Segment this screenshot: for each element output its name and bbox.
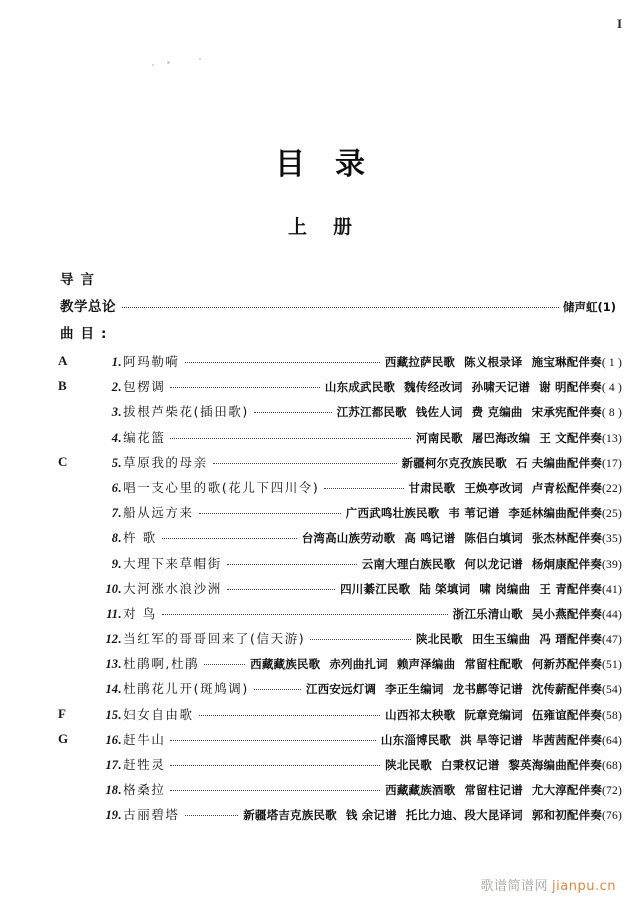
entry-credit-segment: 山东淄博民歌 bbox=[380, 732, 452, 747]
entry-credit-segment: 杨炯康配伴奏 bbox=[531, 556, 603, 571]
entry-page-number: ( 4 ) bbox=[601, 382, 622, 395]
dot-leader bbox=[122, 307, 559, 308]
entry-credit-segment: 伍雍谊配伴奏 bbox=[531, 707, 603, 722]
entry-number-dot: . bbox=[118, 682, 122, 697]
dot-leader bbox=[170, 765, 380, 766]
entry-number-dot: . bbox=[118, 556, 122, 571]
entry-number-dot: . bbox=[118, 455, 122, 470]
entry-title: 唱一支心里的歌(花儿下四川令) bbox=[123, 479, 320, 495]
entry-title: 妇女自由歌 bbox=[123, 706, 194, 722]
entry-title: 编花篮 bbox=[123, 429, 166, 445]
entry-credit-segment: 王 青配伴奏 bbox=[539, 581, 603, 596]
entry-title: 赶牛山 bbox=[123, 731, 166, 747]
entry-credit-segment: 江苏江都民歌 bbox=[336, 405, 407, 420]
entry-credit-segment: 沈传薪配伴奏 bbox=[531, 682, 603, 697]
entry-credit-segment: 钱 余记谱 bbox=[345, 808, 397, 823]
essay-title: 教学总论 bbox=[60, 299, 116, 315]
entry-title: 船从远方来 bbox=[123, 505, 194, 521]
entry-credit-segment: 啸 岗编曲 bbox=[479, 581, 531, 596]
entry-title: 古丽碧塔 bbox=[123, 807, 180, 823]
entry-title: 当红军的哥哥回来了(信天游) bbox=[123, 631, 306, 647]
entry-number: 4 bbox=[111, 430, 118, 445]
entry-page-number: (41) bbox=[602, 583, 622, 596]
entry-page-number: ( 8 ) bbox=[601, 407, 622, 420]
watermark-cn-text: 歌谱简谱网 bbox=[480, 879, 549, 894]
toc-entry[interactable] bbox=[0, 478, 640, 503]
entry-title: 对 鸟 bbox=[123, 605, 157, 621]
toc-entry[interactable] bbox=[0, 352, 640, 377]
entry-number-dot: . bbox=[118, 506, 122, 521]
entry-credit-segment: 甘肃民歌 bbox=[408, 480, 456, 495]
entry-credit-segment: 韦 苇记谱 bbox=[448, 506, 500, 521]
toc-entry-list bbox=[0, 352, 640, 831]
entry-letter-index: G bbox=[58, 730, 69, 746]
toc-entry[interactable] bbox=[0, 629, 640, 654]
entry-credit-segment: 台湾高山族劳动歌 bbox=[301, 531, 396, 546]
entry-number: 11 bbox=[106, 606, 118, 621]
folio-mark: I bbox=[616, 16, 622, 31]
entry-number-dot: . bbox=[118, 531, 122, 546]
watermark-url-text: jianpu.cn bbox=[552, 879, 616, 894]
entry-credit-segment: 何以龙记谱 bbox=[464, 556, 523, 571]
entry-credits bbox=[337, 404, 622, 420]
entry-credit-segment: 新疆塔吉克族民歌 bbox=[243, 808, 337, 823]
entry-credit-segment: 山西祁太秧歌 bbox=[385, 707, 456, 722]
entry-credit-segment: 山东成武民歌 bbox=[324, 380, 396, 395]
entry-page-number: (68) bbox=[602, 760, 622, 772]
dot-leader bbox=[185, 362, 380, 363]
entry-letter-index: F bbox=[58, 705, 66, 721]
entry-credit-segment: 黎英海编曲配伴奏 bbox=[508, 758, 603, 772]
entry-page-number: ( 1 ) bbox=[601, 357, 622, 369]
dot-leader bbox=[310, 639, 411, 640]
entry-number: 9 bbox=[111, 556, 118, 571]
entry-title: 格桑拉 bbox=[123, 782, 166, 798]
entry-number-dot: . bbox=[118, 355, 122, 369]
entry-number: 2 bbox=[111, 380, 118, 395]
entry-number: 14 bbox=[105, 682, 118, 697]
entry-credits bbox=[302, 530, 622, 546]
entry-number: 3 bbox=[111, 405, 118, 420]
dot-leader bbox=[227, 589, 335, 590]
dot-leader bbox=[324, 488, 403, 489]
dot-leader bbox=[162, 614, 448, 615]
toc-entry[interactable] bbox=[0, 402, 640, 427]
toc-entry[interactable] bbox=[0, 705, 640, 730]
entry-page-number: (72) bbox=[602, 785, 622, 798]
entry-number: 12 bbox=[105, 632, 118, 647]
entry-credit-segment: 王焕亭改词 bbox=[464, 480, 523, 495]
entry-credit-segment: 谢 明配伴奏 bbox=[539, 380, 602, 395]
entry-credit-segment: 四川綦江民歌 bbox=[340, 581, 411, 596]
entry-number-dot: . bbox=[118, 405, 122, 420]
entry-credit-segment: 陈义根录译 bbox=[464, 355, 523, 369]
toc-entry[interactable] bbox=[0, 503, 640, 528]
entry-credit-segment: 常留柱配歌 bbox=[464, 657, 523, 672]
toc-entry[interactable] bbox=[0, 780, 640, 805]
entry-credits bbox=[250, 656, 622, 672]
entry-credit-segment: 尤大淳配伴奏 bbox=[531, 783, 603, 798]
entry-credit-segment: 孙啸天记谱 bbox=[471, 380, 531, 395]
toc-entry[interactable] bbox=[0, 654, 640, 679]
section-label-catalog: 曲目: bbox=[60, 326, 114, 342]
entry-number: 15 bbox=[105, 707, 118, 722]
entry-credits bbox=[306, 681, 622, 697]
entry-credit-segment: 阮章竞编词 bbox=[464, 707, 523, 722]
entry-title: 杜鹃花儿开(斑鸠调) bbox=[123, 681, 249, 697]
entry-credit-segment: 何新苏配伴奏 bbox=[531, 657, 603, 672]
entry-credits bbox=[402, 455, 622, 471]
entry-page-number: (51) bbox=[602, 659, 622, 672]
scan-speck bbox=[167, 61, 170, 64]
entry-number-dot: . bbox=[118, 632, 122, 647]
entry-credit-segment: 西藏藏族民歌 bbox=[250, 657, 321, 672]
entry-credits bbox=[416, 430, 622, 446]
entry-number-dot: . bbox=[118, 430, 122, 445]
entry-number: 6 bbox=[111, 480, 118, 495]
entry-page-number: (54) bbox=[602, 684, 622, 697]
essay-author-page: 储声虹(1) bbox=[562, 300, 616, 314]
entry-credit-segment: 屠巴海改编 bbox=[471, 430, 531, 445]
toc-entry[interactable] bbox=[0, 679, 640, 704]
scan-speck bbox=[152, 64, 154, 66]
entry-credits bbox=[381, 732, 622, 748]
entry-page-number: (22) bbox=[602, 482, 622, 495]
entry-credit-segment: 西藏拉萨民歌 bbox=[384, 355, 456, 369]
entry-credit-segment: 云南大理白族民歌 bbox=[361, 556, 456, 571]
entry-letter-index: C bbox=[58, 453, 68, 469]
entry-number-dot: . bbox=[118, 707, 122, 722]
entry-credit-segment: 龙书鄜等记谱 bbox=[452, 682, 523, 697]
entry-credit-segment: 广西武鸣壮族民歌 bbox=[345, 506, 440, 521]
entry-credit-segment: 施宝琳配伴奏 bbox=[531, 355, 602, 369]
entry-number: 5 bbox=[111, 455, 118, 470]
entry-credit-segment: 郭和初配伴奏 bbox=[531, 808, 603, 823]
entry-credit-segment: 西藏藏族酒歌 bbox=[385, 783, 456, 798]
entry-number-dot: . bbox=[118, 808, 122, 823]
toc-entry[interactable] bbox=[0, 730, 640, 755]
entry-number-dot: . bbox=[118, 657, 122, 672]
entry-number: 10 bbox=[105, 581, 118, 596]
dot-leader bbox=[199, 715, 380, 716]
entry-credits bbox=[346, 505, 622, 521]
entry-title: 赶牲灵 bbox=[123, 757, 166, 772]
entry-credit-segment: 赤列曲扎词 bbox=[329, 657, 388, 672]
entry-page-number: (17) bbox=[602, 457, 622, 470]
entry-number-dot: . bbox=[118, 783, 122, 798]
entry-number: 13 bbox=[105, 657, 118, 672]
toc-entry[interactable] bbox=[0, 579, 640, 604]
entry-credits bbox=[385, 354, 622, 370]
entry-number-dot: . bbox=[118, 758, 122, 772]
entry-credit-segment: 石 夫编曲配伴奏 bbox=[515, 455, 603, 470]
dot-leader bbox=[204, 664, 245, 665]
entry-credit-segment: 王 文配伴奏 bbox=[539, 430, 603, 445]
entry-number: 8 bbox=[111, 531, 118, 546]
dot-leader bbox=[170, 438, 411, 439]
entry-title: 阿玛勒嗬 bbox=[123, 354, 180, 369]
dot-leader bbox=[213, 463, 397, 464]
entry-credit-segment: 浙江乐清山歌 bbox=[452, 606, 523, 621]
dot-leader bbox=[227, 564, 357, 565]
entry-credit-segment: 河南民歌 bbox=[416, 430, 463, 445]
entry-letter-index: A bbox=[58, 353, 68, 368]
toc-entry[interactable] bbox=[0, 377, 640, 402]
entry-title: 拔根芦柴花(插田歌) bbox=[123, 404, 249, 420]
entry-page-number: (76) bbox=[602, 810, 622, 823]
entry-credit-segment: 陕北民歌 bbox=[416, 632, 463, 647]
dot-leader bbox=[185, 815, 239, 816]
page-title: 目录 bbox=[275, 147, 395, 182]
entry-number-dot: . bbox=[118, 732, 122, 747]
entry-page-number: (39) bbox=[602, 558, 622, 571]
scan-speck bbox=[199, 58, 201, 60]
entry-number-dot: . bbox=[118, 480, 122, 495]
entry-credit-segment: 吴小燕配伴奏 bbox=[531, 606, 603, 621]
section-label-foreword: 导言 bbox=[60, 272, 101, 288]
dot-leader bbox=[254, 412, 332, 413]
entry-page-number: (13) bbox=[602, 432, 622, 445]
entry-credits bbox=[385, 782, 622, 798]
entry-credit-segment: 常留柱记谱 bbox=[464, 783, 523, 798]
entry-title: 杜鹃啊,杜鹃 bbox=[123, 656, 200, 672]
entry-credit-segment: 魏传经改词 bbox=[404, 380, 463, 395]
entry-number-dot: . bbox=[118, 380, 122, 395]
entry-credit-segment: 白秉权记谱 bbox=[440, 758, 500, 772]
entry-credits bbox=[453, 606, 622, 622]
entry-credit-segment: 卢青松配伴奏 bbox=[531, 480, 603, 495]
entry-number: 17 bbox=[105, 758, 118, 772]
dot-leader bbox=[254, 689, 301, 690]
dot-leader bbox=[170, 790, 380, 791]
entry-credits bbox=[385, 757, 622, 773]
toc-entry[interactable] bbox=[0, 453, 640, 478]
entry-credit-segment: 陈侣白填词 bbox=[464, 531, 523, 546]
toc-entry[interactable] bbox=[0, 805, 640, 830]
volume-title: 上册 bbox=[287, 216, 378, 238]
entry-credit-segment: 托比力迪、段大昆译词 bbox=[405, 808, 523, 823]
entry-page-number: (47) bbox=[602, 634, 622, 647]
entry-credit-segment: 宋承宪配伴奏 bbox=[531, 405, 602, 420]
entry-title: 大理下来草帽街 bbox=[123, 555, 222, 571]
entry-credits bbox=[416, 631, 622, 647]
entry-page-number: (44) bbox=[602, 608, 622, 621]
entry-page-number: (35) bbox=[602, 533, 622, 546]
entry-credits bbox=[362, 556, 622, 572]
entry-credits bbox=[409, 480, 622, 496]
entry-number-dot: . bbox=[118, 606, 122, 621]
entry-credit-segment: 江西安远灯调 bbox=[305, 682, 377, 697]
watermark bbox=[481, 875, 616, 894]
entry-credits bbox=[385, 707, 622, 723]
entry-credit-segment: 新疆柯尔克孜族民歌 bbox=[401, 455, 507, 470]
entry-number-dot: . bbox=[118, 581, 122, 596]
entry-number: 16 bbox=[105, 732, 118, 747]
dot-leader bbox=[199, 513, 341, 514]
entry-number: 1 bbox=[111, 355, 118, 369]
entry-credit-segment: 陕北民歌 bbox=[385, 758, 432, 772]
entry-credit-segment: 李正生编词 bbox=[385, 682, 444, 697]
toc-entry[interactable] bbox=[0, 528, 640, 553]
entry-credit-segment: 洪 旱等记谱 bbox=[460, 732, 523, 747]
entry-credit-segment: 田生玉编曲 bbox=[471, 632, 531, 647]
entry-title: 包楞调 bbox=[123, 379, 166, 395]
entry-credits bbox=[325, 379, 622, 395]
entry-credits bbox=[340, 581, 622, 597]
entry-credit-segment: 张杰林配伴奏 bbox=[531, 531, 603, 546]
toc-entry-essay[interactable] bbox=[60, 295, 616, 315]
toc-entry[interactable] bbox=[0, 554, 640, 579]
entry-credit-segment: 陆 棨填词 bbox=[419, 581, 471, 596]
dot-leader bbox=[162, 538, 297, 539]
toc-entry[interactable] bbox=[0, 755, 640, 780]
entry-page-number: (64) bbox=[602, 734, 622, 747]
entry-title: 草原我的母亲 bbox=[123, 454, 208, 470]
entry-title: 杵 歌 bbox=[123, 530, 157, 546]
entry-letter-index: B bbox=[58, 378, 67, 394]
entry-credit-segment: 赖声泽编曲 bbox=[396, 657, 456, 672]
entry-number: 19 bbox=[105, 808, 118, 823]
dot-leader bbox=[170, 387, 319, 388]
entry-credit-segment: 费 克编曲 bbox=[471, 405, 523, 420]
entry-credit-segment: 李延林编曲配伴奏 bbox=[508, 506, 603, 521]
entry-credit-segment: 冯 瑨配伴奏 bbox=[539, 632, 603, 647]
entry-credits bbox=[243, 807, 622, 823]
entry-credit-segment: 毕茜茜配伴奏 bbox=[531, 732, 603, 747]
entry-credit-segment: 钱佐人词 bbox=[415, 405, 463, 420]
toc-entry[interactable] bbox=[0, 604, 640, 629]
entry-number: 18 bbox=[105, 783, 118, 798]
toc-entry[interactable] bbox=[0, 428, 640, 453]
entry-title: 大河涨水浪沙洲 bbox=[123, 580, 222, 596]
entry-number: 7 bbox=[111, 506, 118, 521]
entry-page-number: (58) bbox=[602, 709, 622, 722]
entry-credit-segment: 高 鸣记谱 bbox=[404, 531, 456, 546]
entry-page-number: (25) bbox=[602, 508, 622, 521]
dot-leader bbox=[170, 740, 375, 741]
